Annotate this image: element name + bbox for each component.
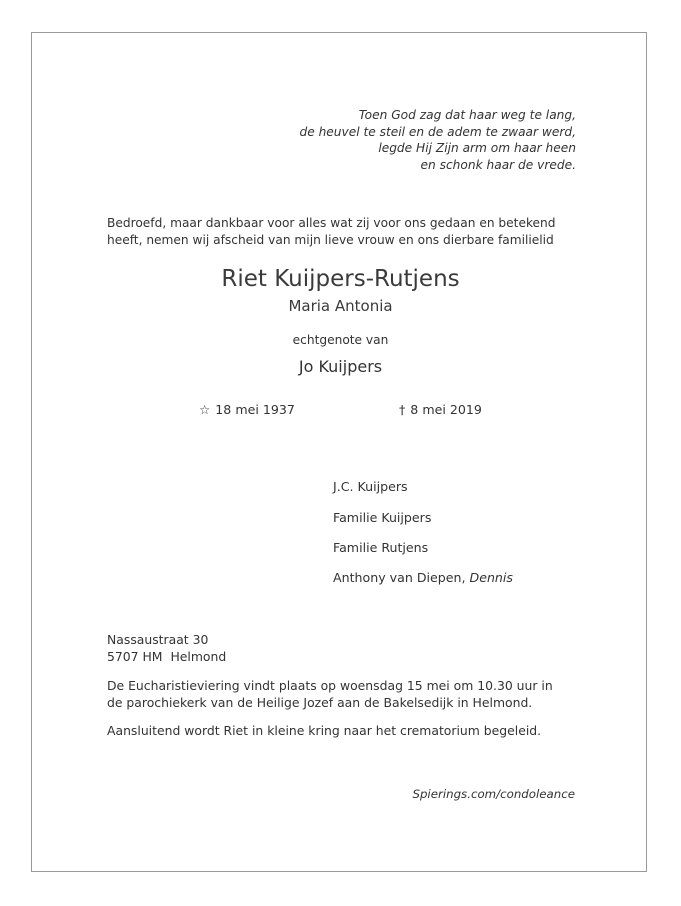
family-member [333,479,408,495]
poem [299,107,576,173]
death-date-text: 8 mei 2019 [410,402,482,417]
address-street: Nassaustraat 30 [107,632,209,647]
closing-text: Aansluitend wordt Riet in kleine kring naar het crematorium begeleid. [107,723,542,738]
family-member-name: Familie Rutjens [333,540,429,555]
service-line: De Eucharistieviering vindt plaats op woensdag 15 mei om 10.30 uur in [107,678,553,693]
address-postal [107,649,226,666]
poem-line: Toen God zag dat haar weg te lang, [358,108,576,122]
family-member-name: J.C. Kuijpers [333,479,408,494]
family-member [333,510,431,526]
birth-date-text: 18 mei 1937 [215,402,295,417]
address-postcode: 5707 HM [107,648,163,664]
intro-line: heeft, nemen wij afscheid van mijn lieve vrouw en ons dierbare familielid [107,232,554,247]
poem-line: de heuvel te steil en de adem te zwaar werd, [299,124,576,139]
birth-date [199,402,295,418]
service-text [107,678,553,711]
address [107,632,226,665]
service-line: de parochiekerk van de Heilige Jozef aan de Bakelsedijk in Helmond. [107,694,533,710]
spouse-label: echtgenote van [292,333,389,347]
poem-line: legde Hij Zijn arm om haar heen [378,141,576,155]
cross-icon: † [399,402,406,417]
poem-line: en schonk haar de vrede. [420,157,576,172]
intro-line: Bedroefd, maar dankbaar voor alles wat zij voor ons gedaan en betekend [107,216,556,230]
family-member-extra: Dennis [469,570,513,585]
family-member-name: Anthony van Diepen, [333,570,470,585]
deceased-name: Riet Kuijpers-Rutjens [221,266,460,292]
death-date [399,402,482,418]
family-member-name: Familie Kuijpers [333,510,432,525]
family-member [333,540,428,556]
address-city: Helmond [170,648,227,664]
family-member [333,570,513,586]
given-names: Maria Antonia [288,297,393,315]
condolence-website: Spierings.com/condoleance [412,787,575,801]
star-icon: ☆ [199,402,211,417]
intro-text [107,215,556,248]
spouse-name: Jo Kuijpers [298,357,383,376]
